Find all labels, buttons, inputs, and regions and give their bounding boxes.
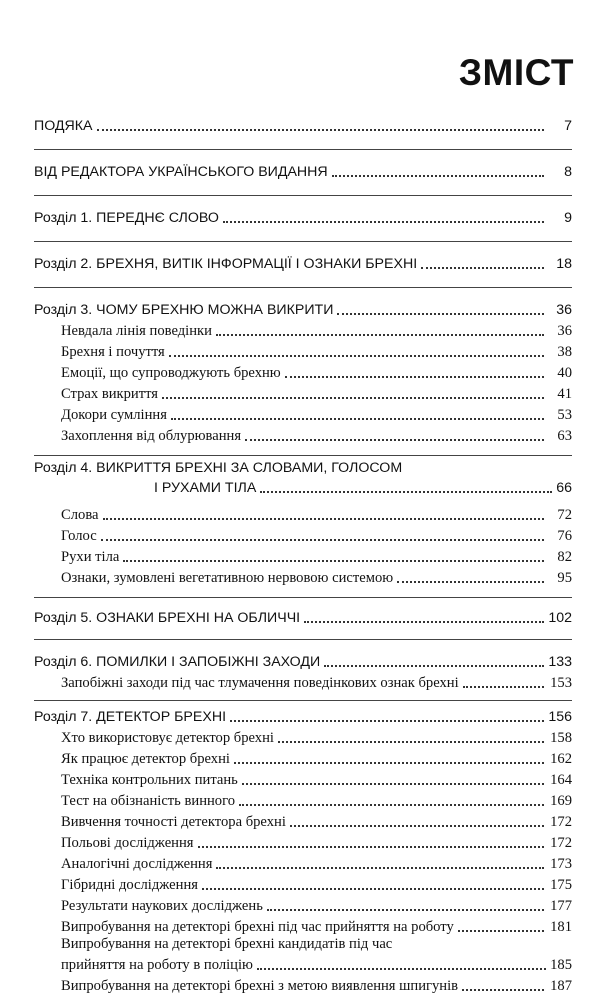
leader-dots <box>257 968 546 970</box>
toc-entry-title: Гібридні дослідження <box>61 877 198 893</box>
leader-dots <box>290 825 544 827</box>
toc-subentry[interactable] <box>34 747 572 768</box>
toc-entry-page: 187 <box>550 978 572 994</box>
toc-entry-page: 162 <box>550 751 572 767</box>
toc-entry-chapter-2[interactable] <box>34 252 572 273</box>
toc-entry-page: 53 <box>557 407 572 423</box>
toc-entry-editor-note[interactable] <box>34 160 572 181</box>
toc-entry-title-cont: прийняття на роботу в поліцію <box>61 957 253 973</box>
toc-entry-title: Розділ 5. ОЗНАКИ БРЕХНІ НА ОБЛИЧЧІ <box>34 610 301 626</box>
toc-entry-page: 40 <box>557 365 572 381</box>
toc-entry-title: Випробування на детекторі брехні кандидатів під час <box>61 936 393 952</box>
leader-dots <box>230 720 544 722</box>
toc-entry-page: 36 <box>556 302 572 318</box>
toc-entry-title: Вивчення точності детектора брехні <box>61 814 286 830</box>
toc-subentry[interactable] <box>34 831 572 852</box>
toc-block <box>34 288 572 445</box>
toc-subentry[interactable] <box>34 545 572 566</box>
toc-entry-title: Брехня і почуття <box>61 344 165 360</box>
leader-dots <box>324 665 544 667</box>
toc-entry-page: 181 <box>550 919 572 935</box>
toc-subentry[interactable] <box>34 852 572 873</box>
toc-entry-title: Ознаки, зумовлені вегетативною нервовою системою <box>61 570 394 586</box>
toc-subentry[interactable] <box>34 340 572 361</box>
toc-entry-page: 41 <box>557 386 572 402</box>
toc-subentry[interactable] <box>34 810 572 831</box>
page-title: ЗМІСТ <box>458 52 574 93</box>
toc-entry-title: Випробування на детекторі брехні з метою виявлення шпигунів <box>61 978 459 994</box>
toc-entry-title: ПОДЯКА <box>34 118 93 134</box>
toc-subentry[interactable] <box>34 361 572 382</box>
leader-dots <box>278 741 544 743</box>
toc-entry-title: Як працює детектор брехні <box>61 751 230 767</box>
toc-subentry[interactable] <box>34 382 572 403</box>
toc-subentry[interactable] <box>34 768 572 789</box>
toc-block <box>34 114 572 135</box>
toc-entry-title: Страх викриття <box>61 386 158 402</box>
toc-entry-chapter-4[interactable] <box>34 460 572 497</box>
toc-entry-title: ВІД РЕДАКТОРА УКРАЇНСЬКОГО ВИДАННЯ <box>34 164 328 180</box>
toc-entry-page: 173 <box>550 856 572 872</box>
toc-entry-chapter-3[interactable] <box>34 298 572 319</box>
toc-entry-title: Емоції, що супроводжують брехню <box>61 365 281 381</box>
toc-subentry[interactable] <box>34 319 572 340</box>
toc-entry-page: 177 <box>550 898 572 914</box>
leader-dots <box>101 539 544 541</box>
toc-entry-title: Аналогічні дослідження <box>61 856 213 872</box>
toc-block <box>34 196 572 227</box>
leader-dots <box>239 804 544 806</box>
toc-entry-page: 175 <box>550 877 572 893</box>
toc-entry-page: 63 <box>557 428 572 444</box>
leader-dots <box>337 313 544 315</box>
toc-entry-page: 38 <box>557 344 572 360</box>
toc-entry-title: Польові дослідження <box>61 835 194 851</box>
toc-entry-page: 102 <box>548 610 572 626</box>
toc-entry-page: 133 <box>548 654 572 670</box>
leader-dots <box>332 175 544 177</box>
toc-subentry[interactable] <box>34 671 572 692</box>
toc-subentry[interactable] <box>34 566 572 587</box>
toc-entry-title-cont: І РУХАМИ ТІЛА <box>154 480 257 496</box>
toc-entry-chapter-7[interactable] <box>34 705 572 726</box>
leader-dots <box>216 334 544 336</box>
toc-entry-title: Хто використовує детектор брехні <box>61 730 274 746</box>
toc-entry-title: Розділ 7. ДЕТЕКТОР БРЕХНІ <box>34 709 227 725</box>
leader-dots <box>463 686 544 688</box>
toc-entry-title: Невдала лінія поведінки <box>61 323 212 339</box>
toc-subentry[interactable] <box>34 873 572 894</box>
toc-entry-title: Розділ 6. ПОМИЛКИ І ЗАПОБІЖНІ ЗАХОДИ <box>34 654 321 670</box>
leader-dots <box>198 846 545 848</box>
toc-entry-page: 169 <box>550 793 572 809</box>
toc-entry-title: Захоплення від облурювання <box>61 428 242 444</box>
toc-entry-title: Техніка контрольних питань <box>61 772 238 788</box>
toc-block <box>34 150 572 181</box>
toc-entry-chapter-1[interactable] <box>34 206 572 227</box>
leader-dots <box>462 989 544 991</box>
toc-entry-page: 66 <box>556 480 572 496</box>
leader-dots <box>421 267 544 269</box>
toc-entry-acknowledgements[interactable] <box>34 114 572 135</box>
toc-subentry[interactable] <box>34 403 572 424</box>
toc-entry-page: 9 <box>564 210 572 226</box>
toc-entry-title: Голос <box>61 528 97 544</box>
toc-entry-page: 72 <box>557 507 572 523</box>
toc-entry-page: 172 <box>550 835 572 851</box>
toc-entry-title: Розділ 4. ВИКРИТТЯ БРЕХНІ ЗА СЛОВАМИ, ГОЛОСОМ <box>34 460 403 476</box>
leader-dots <box>162 397 544 399</box>
toc-entry-title: Слова <box>61 507 99 523</box>
toc-entry-page: 158 <box>550 730 572 746</box>
toc-entry-title: Докори сумління <box>61 407 167 423</box>
toc-entry-title: Розділ 1. ПЕРЕДНЄ СЛОВО <box>34 210 219 226</box>
leader-dots <box>123 560 544 562</box>
toc-entry-page: 7 <box>564 118 572 134</box>
toc-entry-page: 172 <box>550 814 572 830</box>
toc-subentry[interactable] <box>34 424 572 445</box>
toc-entry-page: 164 <box>550 772 572 788</box>
leader-dots <box>103 518 545 520</box>
toc-entry-page: 8 <box>564 164 572 180</box>
toc-subentry[interactable] <box>34 524 572 545</box>
leader-dots <box>267 909 544 911</box>
toc-subentry[interactable] <box>34 936 572 974</box>
toc-block <box>34 242 572 273</box>
toc-subentry[interactable] <box>34 915 572 936</box>
toc-block <box>34 456 572 587</box>
leader-dots <box>242 783 544 785</box>
leader-dots <box>223 221 544 223</box>
toc-entry-chapter-6[interactable] <box>34 650 572 671</box>
leader-dots <box>216 867 544 869</box>
toc-entry-title: Випробування на детекторі брехні під час прийняття на роботу <box>61 919 454 935</box>
toc-subentry[interactable] <box>34 726 572 747</box>
toc-subentry[interactable] <box>34 503 572 524</box>
toc-entry-page: 156 <box>548 709 572 725</box>
toc-entry-title: Тест на обізнаність винного <box>61 793 236 809</box>
toc-entry-title: Розділ 2. БРЕХНЯ, ВИТІК ІНФОРМАЦІЇ І ОЗНАКИ БРЕХНІ <box>34 256 418 272</box>
leader-dots <box>171 418 544 420</box>
table-of-contents <box>34 114 572 995</box>
toc-entry-page: 18 <box>556 256 572 272</box>
leader-dots <box>260 491 552 493</box>
leader-dots <box>245 439 544 441</box>
toc-entry-page: 36 <box>557 323 572 339</box>
toc-entry-page: 153 <box>550 675 572 691</box>
toc-subentry[interactable] <box>34 789 572 810</box>
leader-dots <box>304 621 544 623</box>
toc-entry-chapter-5[interactable] <box>34 606 572 627</box>
toc-subentry[interactable] <box>34 974 572 995</box>
toc-entry-title: Результати наукових досліджень <box>61 898 263 914</box>
toc-block <box>34 598 572 627</box>
toc-entry-title: Розділ 3. ЧОМУ БРЕХНЮ МОЖНА ВИКРИТИ <box>34 302 334 318</box>
leader-dots <box>285 376 544 378</box>
leader-dots <box>234 762 544 764</box>
leader-dots <box>202 888 544 890</box>
leader-dots <box>169 355 544 357</box>
toc-entry-page: 185 <box>550 957 572 973</box>
toc-entry-page: 76 <box>557 528 572 544</box>
toc-entry-title: Запобіжні заходи під час тлумачення поведінкових ознак брехні <box>61 675 459 691</box>
leader-dots <box>458 930 544 932</box>
toc-block <box>34 640 572 692</box>
toc-subentry[interactable] <box>34 894 572 915</box>
toc-entry-title: Рухи тіла <box>61 549 120 565</box>
leader-dots <box>97 129 544 131</box>
leader-dots <box>397 581 544 583</box>
toc-block <box>34 701 572 995</box>
toc-entry-page: 82 <box>557 549 572 565</box>
toc-entry-page: 95 <box>557 570 572 586</box>
